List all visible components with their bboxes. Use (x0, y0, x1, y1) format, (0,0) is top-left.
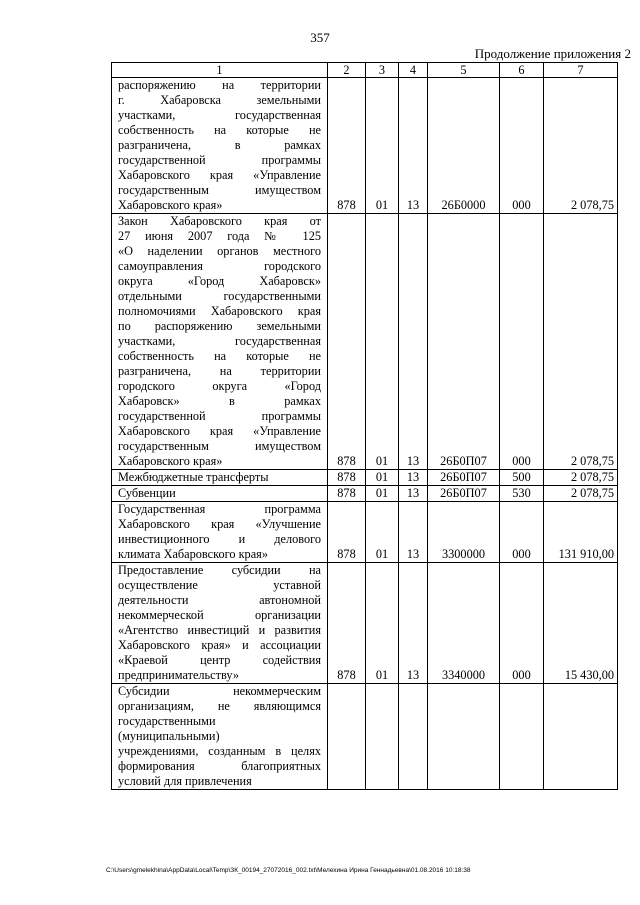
item-name-line: распоряжению на территории (118, 78, 321, 92)
item-name-line: государственной программы (118, 409, 321, 423)
item-name-line: Субсидии некоммерческим (118, 684, 321, 698)
amount-cell: 2 078,75 (544, 470, 618, 486)
subsection-code-cell: 13 (399, 214, 428, 470)
subsection-code-cell: 13 (399, 563, 428, 684)
table-row (112, 214, 618, 470)
item-name-line: участками, государственная (118, 334, 321, 348)
item-name-line: Хабаровского края «Улучшение (118, 517, 321, 531)
target-article-cell (428, 684, 500, 790)
item-name-cell (112, 684, 328, 790)
section-code-cell: 01 (366, 486, 399, 502)
item-name-line: государственными (118, 714, 216, 728)
item-name-line: разграничена, на территории (118, 364, 321, 378)
item-name-line: Государственная программа (118, 502, 321, 516)
item-name-line: осуществление уставной (118, 578, 321, 592)
amount-cell: 2 078,75 (544, 78, 618, 214)
amount-cell: 15 430,00 (544, 563, 618, 684)
item-name-line: (муниципальными) (118, 729, 220, 743)
ministry-code-cell: 878 (328, 214, 366, 470)
item-name-line: Предоставление субсидии на (118, 563, 321, 577)
item-name-cell (112, 470, 328, 486)
amount-cell: 2 078,75 (544, 486, 618, 502)
item-name-line: Хабаровского края «Управление (118, 424, 321, 438)
section-code-cell: 01 (366, 214, 399, 470)
item-name-cell (112, 486, 328, 502)
table-row (112, 78, 618, 214)
amount-cell: 131 910,00 (544, 502, 618, 563)
item-name-line: Закон Хабаровского края от (118, 214, 321, 228)
item-name-line: условий для привлечения (118, 774, 252, 788)
item-name-line: городского округа «Город (118, 379, 321, 393)
page-number: 357 (310, 30, 330, 45)
item-name-line: Хабаровского края» и ассоциации (118, 638, 321, 652)
amount-cell (544, 684, 618, 790)
item-name-line: государственной программы (118, 153, 321, 167)
target-article-cell: 26Б0П07 (428, 470, 500, 486)
column-header: 1 (112, 63, 328, 78)
item-name-line: Хабаровского края» (118, 454, 223, 468)
item-name-line: «О наделении органов местного (118, 244, 321, 258)
item-name-line: государственным имуществом (118, 439, 321, 453)
item-name-line: Хабаровского края» (118, 198, 223, 212)
subsection-code-cell (399, 684, 428, 790)
column-number-row (112, 63, 618, 78)
table-row (112, 486, 618, 502)
expense-type-cell: 000 (500, 563, 544, 684)
table-row (112, 684, 618, 790)
item-name-line: Субвенции (118, 486, 176, 500)
item-name-line: 27 июня 2007 года № 125 (118, 229, 321, 243)
expense-type-cell: 000 (500, 214, 544, 470)
target-article-cell: 26Б0000 (428, 78, 500, 214)
item-name-cell (112, 214, 328, 470)
item-name-line: отдельными государственными (118, 289, 321, 303)
item-name-line: собственность на которые не (118, 349, 321, 363)
section-code-cell: 01 (366, 78, 399, 214)
item-name-line: разграничена, в рамках (118, 138, 321, 152)
target-article-cell: 26Б0П07 (428, 486, 500, 502)
item-name-line: самоуправления городского (118, 259, 321, 273)
table-row (112, 563, 618, 684)
item-name-line: Хабаровского края «Управление (118, 168, 321, 182)
target-article-cell: 3340000 (428, 563, 500, 684)
item-name-line: Межбюджетные трансферты (118, 470, 269, 484)
item-name-cell (112, 563, 328, 684)
item-name-line: округа «Город Хабаровск» (118, 274, 321, 288)
item-name-line: государственным имуществом (118, 183, 321, 197)
item-name-cell (112, 502, 328, 563)
expense-type-cell: 000 (500, 78, 544, 214)
item-name-line: некоммерческой организации (118, 608, 321, 622)
subsection-code-cell: 13 (399, 502, 428, 563)
item-name-line: формирования благоприятных (118, 759, 321, 773)
expense-type-cell: 530 (500, 486, 544, 502)
item-name-cell (112, 78, 328, 214)
target-article-cell: 3300000 (428, 502, 500, 563)
expense-type-cell: 500 (500, 470, 544, 486)
target-article-cell: 26Б0П07 (428, 214, 500, 470)
item-name-line: полномочиями Хабаровского края (118, 304, 321, 318)
table-row (112, 470, 618, 486)
subsection-code-cell: 13 (399, 486, 428, 502)
section-code-cell: 01 (366, 502, 399, 563)
ministry-code-cell: 878 (328, 78, 366, 214)
item-name-line: по распоряжению земельными (118, 319, 321, 333)
item-name-line: г. Хабаровска земельными (118, 93, 321, 107)
subsection-code-cell: 13 (399, 470, 428, 486)
section-code-cell (366, 684, 399, 790)
continuation-caption: Продолжение приложения 2 (474, 46, 631, 61)
column-header: 2 (328, 63, 366, 78)
column-header: 6 (500, 63, 544, 78)
file-path-footer: C:\Users\gmelekhina\AppData\Local\Temp\ЗК_00194_27072016_002.txt\Мелехина Ирина Геннадьевна\01.08.2016 10:18:38 (106, 867, 471, 874)
amount-cell: 2 078,75 (544, 214, 618, 470)
column-header: 3 (366, 63, 399, 78)
item-name-line: учреждениями, созданным в целях (118, 744, 321, 758)
item-name-line: участками, государственная (118, 108, 321, 122)
expense-type-cell: 000 (500, 502, 544, 563)
budget-table (111, 62, 618, 790)
section-code-cell: 01 (366, 470, 399, 486)
column-header: 4 (399, 63, 428, 78)
item-name-line: предпринимательству» (118, 668, 239, 682)
table-row (112, 502, 618, 563)
column-header: 7 (544, 63, 618, 78)
item-name-line: климата Хабаровского края» (118, 547, 268, 561)
item-name-line: «Краевой центр содействия (118, 653, 321, 667)
ministry-code-cell: 878 (328, 470, 366, 486)
section-code-cell: 01 (366, 563, 399, 684)
ministry-code-cell: 878 (328, 502, 366, 563)
ministry-code-cell (328, 684, 366, 790)
item-name-line: инвестиционного и делового (118, 532, 321, 546)
item-name-line: собственность на которые не (118, 123, 321, 137)
item-name-line: организациям, не являющимся (118, 699, 321, 713)
item-name-line: деятельности автономной (118, 593, 321, 607)
subsection-code-cell: 13 (399, 78, 428, 214)
ministry-code-cell: 878 (328, 486, 366, 502)
ministry-code-cell: 878 (328, 563, 366, 684)
expense-type-cell (500, 684, 544, 790)
column-header: 5 (428, 63, 500, 78)
item-name-line: Хабаровск» в рамках (118, 394, 321, 408)
item-name-line: «Агентство инвестиций и развития (118, 623, 321, 637)
